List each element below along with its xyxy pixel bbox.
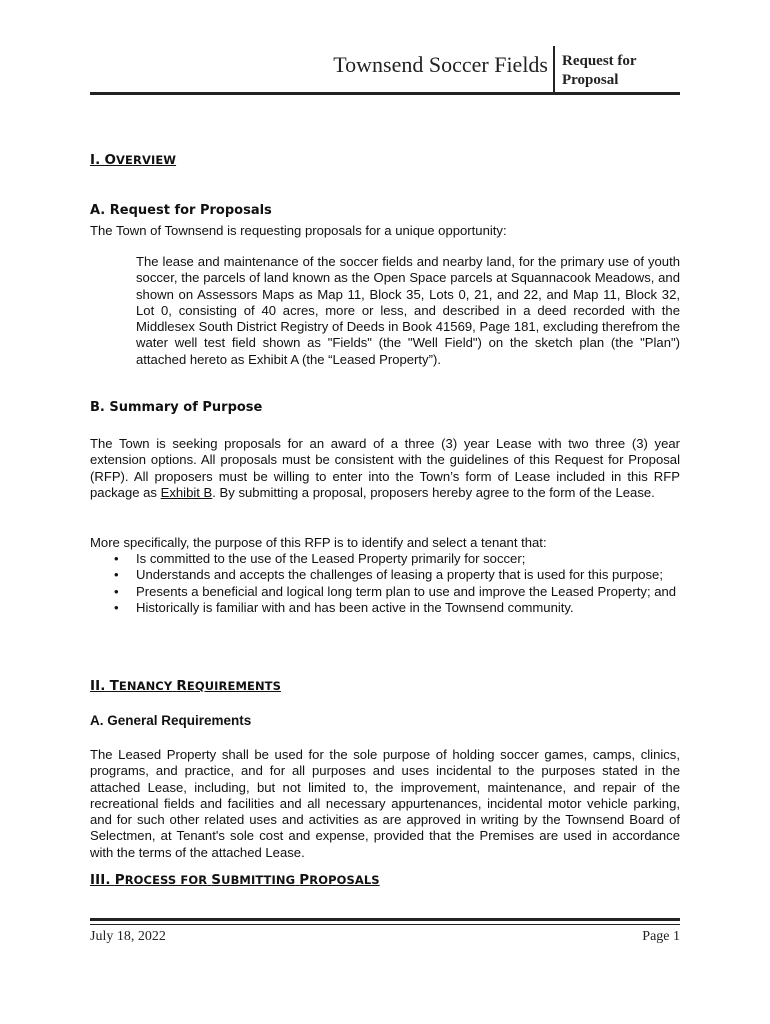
footer-rule-thick xyxy=(90,918,680,921)
bullet-icon: • xyxy=(114,599,119,615)
general-requirements-paragraph: The Leased Property shall be used for the sole purpose of holding soccer games, camps, clinics, programs, and practice, and for all purposes and uses incidental to the purposes stated in the attached Lease, including, but not limited to, the improvement, maintenance, and repair of the recreational fields and facilities and all necessary appurtenances, incidental motor vehicle parking, and for such other related uses and activities as are approved in writing by the Townsend Board of Selectmen, at Tenant's sole cost and expense, provided that the Premises are used in accordance with the terms of the attached Lease. xyxy=(90,747,680,860)
header-divider xyxy=(553,46,555,93)
purpose-bullet-list xyxy=(90,551,680,616)
subtitle-line-1: Request for xyxy=(562,53,637,69)
specific-purpose-paragraph: More specifically, the purpose of this RFP is to identify and select a tenant that: xyxy=(90,535,547,550)
exhibit-b-reference: Exhibit B xyxy=(160,484,213,500)
section-heading-process-for-submitting-proposals: III. PROCESS FOR SUBMITTING PROPOSALS xyxy=(90,872,380,888)
subheading-request-for-proposals: A. Request for Proposals xyxy=(90,203,272,218)
subheading-summary-of-purpose: B. Summary of Purpose xyxy=(90,400,263,415)
document-subtitle xyxy=(562,52,637,90)
purpose-paragraph: The Town is seeking proposals for an award of a three (3) year Lease with two three (3) year extension options. All proposals must be consistent with the guidelines of this Request for Proposal (RFP). All proposers must be willing to enter into the Town’s form of Lease included in this RFP package as Exhibit B. By submitting a proposal, proposers hereby agree to the form of the Lease. xyxy=(90,436,680,500)
document-title: Townsend Soccer Fields xyxy=(333,52,548,77)
subheading-general-requirements: A. General Requirements xyxy=(90,713,252,728)
intro-paragraph: The Town of Townsend is requesting proposals for a unique opportunity: xyxy=(90,223,507,238)
list-item: • Understands and accepts the challenges of leasing a property that is used for this purpose; xyxy=(114,567,663,583)
list-item: • Historically is familiar with and has been active in the Townsend community. xyxy=(114,599,574,615)
header-rule xyxy=(90,92,680,95)
footer-date: July 18, 2022 xyxy=(90,929,166,944)
bullet-icon: • xyxy=(114,567,119,583)
bullet-icon: • xyxy=(114,583,119,599)
lease-description-paragraph: The lease and maintenance of the soccer fields and nearby land, for the primary use of youth soccer, the parcels of land known as the Open Space parcels at Squannacook Meadows, and shown on Assessors Maps as Map 11, Block 35, Lots 0, 21, and 22, and Map 11, Block 32, Lot 0, consisting of 40 acres, more or less, and described in a deed recorded with the Middlesex South District Registry of Deeds in Book 41569, Page 181, excluding therefrom the water well test field shown as "Fields" (the "Well Field") on the sketch plan (the "Plan") attached hereto as Exhibit A (the “Leased Property”). xyxy=(136,254,680,367)
page-number: Page 1 xyxy=(642,929,680,944)
section-heading-overview: I. OVERVIEW xyxy=(90,152,177,168)
subtitle-line-2: Proposal xyxy=(562,72,619,88)
footer-rule-thin xyxy=(90,924,680,925)
bullet-icon: • xyxy=(114,551,119,566)
list-item: • Presents a beneficial and logical long term plan to use and improve the Leased Property; and xyxy=(114,583,677,599)
list-item: • Is committed to the use of the Leased Property primarily for soccer; xyxy=(114,551,526,566)
section-heading-tenancy-requirements: II. TENANCY REQUIREMENTS xyxy=(90,678,282,694)
